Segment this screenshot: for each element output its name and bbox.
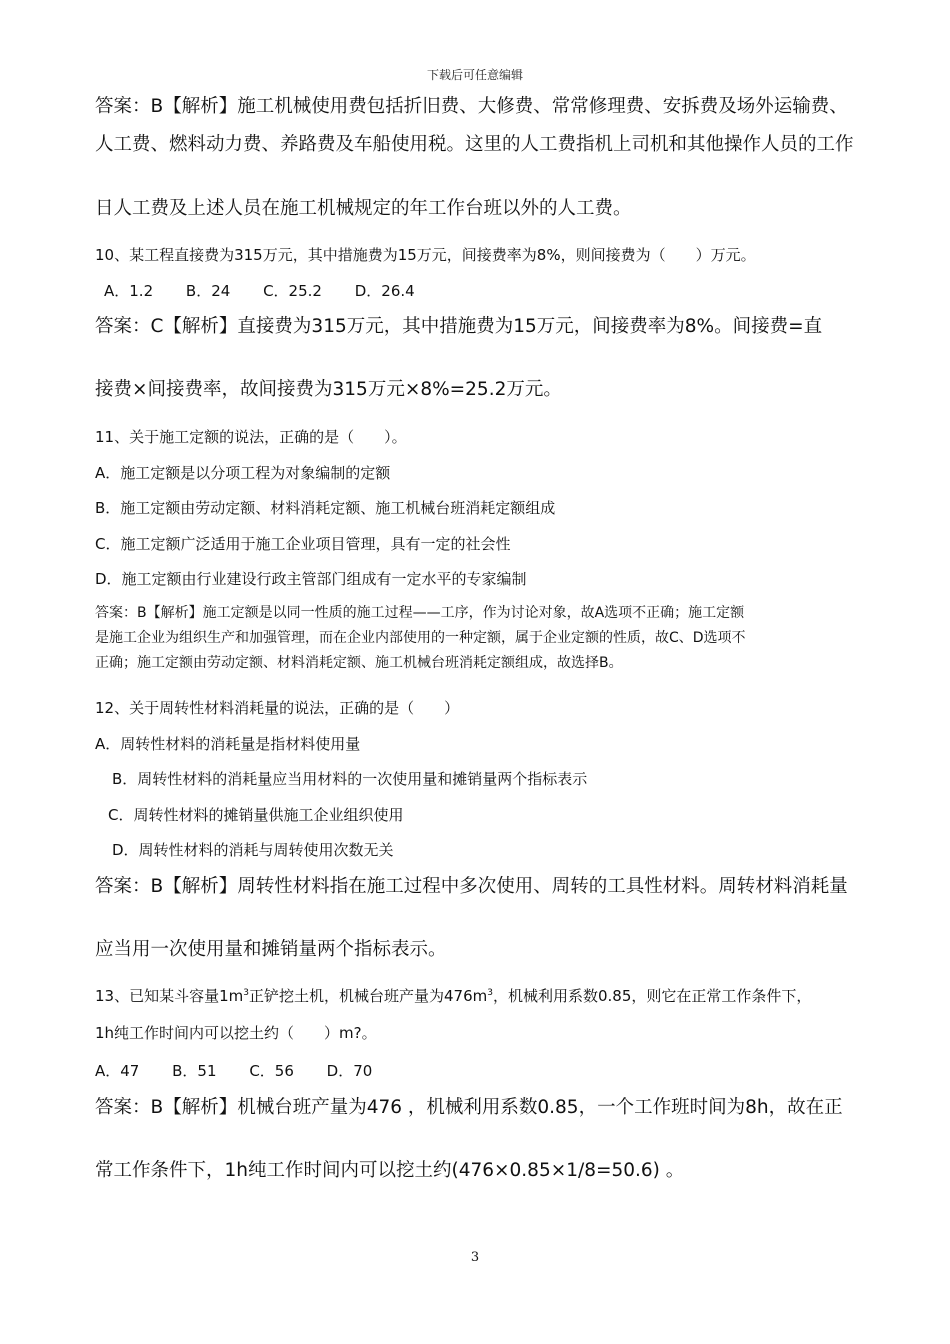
q13-answer-line-1: 答案：B【解析】机械台班产量为476 ，机械利用系数0.85，一个工作班时间为8h，故在正 [95, 1097, 843, 1118]
q10-options [104, 280, 443, 301]
q10-option-a: A．1.2 [104, 282, 154, 300]
q13-stem-line-2: 1h纯工作时间内可以挖土约（ ）m?。 [95, 1024, 377, 1042]
q11-answer-line-3: 正确；施工定额由劳动定额、材料消耗定额、施工机械台班消耗定额组成，故选择B。 [95, 655, 623, 671]
q9-answer-line-2: 人工费、燃料动力费、养路费及车船使用税。这里的人工费指机上司机和其他操作人员的工作 [95, 134, 854, 155]
q12-answer-line-1: 答案：B【解析】周转性材料指在施工过程中多次使用、周转的工具性材料。周转材料消耗量 [95, 876, 848, 897]
q10-stem: 10、某工程直接费为315万元，其中措施费为15万元，间接费率为8%，则间接费为（ ）万元。 [95, 246, 756, 264]
q13-sup-1: 3 [243, 988, 249, 998]
q11-stem: 11、关于施工定额的说法，正确的是（ ）。 [95, 428, 407, 446]
q11-option-a: A．施工定额是以分项工程为对象编制的定额 [95, 464, 391, 482]
q13-options [95, 1060, 400, 1081]
q10-answer-line-2: 接费×间接费率，故间接费为315万元×8%=25.2万元。 [95, 379, 562, 400]
q12-answer-line-2: 应当用一次使用量和摊销量两个指标表示。 [95, 939, 447, 960]
q9-answer-line-1: 答案：B【解析】施工机械使用费包括折旧费、大修费、常常修理费、安拆费及场外运输费、 [95, 96, 848, 117]
q11-option-b: B．施工定额由劳动定额、材料消耗定额、施工机械台班消耗定额组成 [95, 499, 556, 517]
q13-option-b: B．51 [172, 1062, 217, 1080]
q12-option-c: C．周转性材料的摊销量供施工企业组织使用 [108, 806, 404, 824]
q13-answer-line-2: 常工作条件下，1h纯工作时间内可以挖土约(476×0.85×1/8=50.6) 。 [95, 1160, 685, 1181]
q10-option-d: D．26.4 [354, 282, 415, 300]
q12-option-a: A．周转性材料的消耗量是指材料使用量 [95, 735, 361, 753]
q13-option-d: D．70 [326, 1062, 373, 1080]
q13-option-a: A．47 [95, 1062, 140, 1080]
q13-sup-2: 3 [487, 988, 493, 998]
q13-stem-part-c: ，机械利用系数0.85，则它在正常工作条件下， [492, 987, 812, 1005]
q10-answer-line-1: 答案：C【解析】直接费为315万元，其中措施费为15万元，间接费率为8%。间接费=直 [95, 316, 823, 337]
q12-option-b: B．周转性材料的消耗量应当用材料的一次使用量和摊销量两个指标表示 [112, 770, 588, 788]
q11-answer-line-2: 是施工企业为组织生产和加强管理，而在企业内部使用的一种定额，属于企业定额的性质，故C、D选项不 [95, 630, 746, 646]
q12-stem: 12、关于周转性材料消耗量的说法，正确的是（ ） [95, 699, 460, 717]
q11-answer-line-1: 答案：B【解析】施工定额是以同一性质的施工过程——工序，作为讨论对象，故A选项不正确；施工定额 [95, 605, 745, 621]
q12-option-d: D．周转性材料的消耗与周转使用次数无关 [112, 841, 394, 859]
page-header: 下载后可任意编辑 [426, 68, 523, 82]
q10-option-b: B．24 [185, 282, 231, 300]
q9-answer-line-3: 日人工费及上述人员在施工机械规定的年工作台班以外的人工费。 [95, 198, 632, 219]
q11-option-c: C．施工定额广泛适用于施工企业项目管理，具有一定的社会性 [95, 535, 511, 553]
page-number: 3 [470, 1250, 480, 1265]
q13-stem-part-b: 正铲挖土机，机械台班产量为476m [248, 987, 488, 1005]
q13-option-c: C．56 [249, 1062, 294, 1080]
q13-stem-line-1 [95, 985, 811, 1006]
q10-option-c: C．25.2 [263, 282, 322, 300]
q11-option-d: D．施工定额由行业建设行政主管部门组成有一定水平的专家编制 [95, 570, 527, 588]
q13-stem-part-a: 13、已知某斗容量1m [95, 987, 244, 1005]
